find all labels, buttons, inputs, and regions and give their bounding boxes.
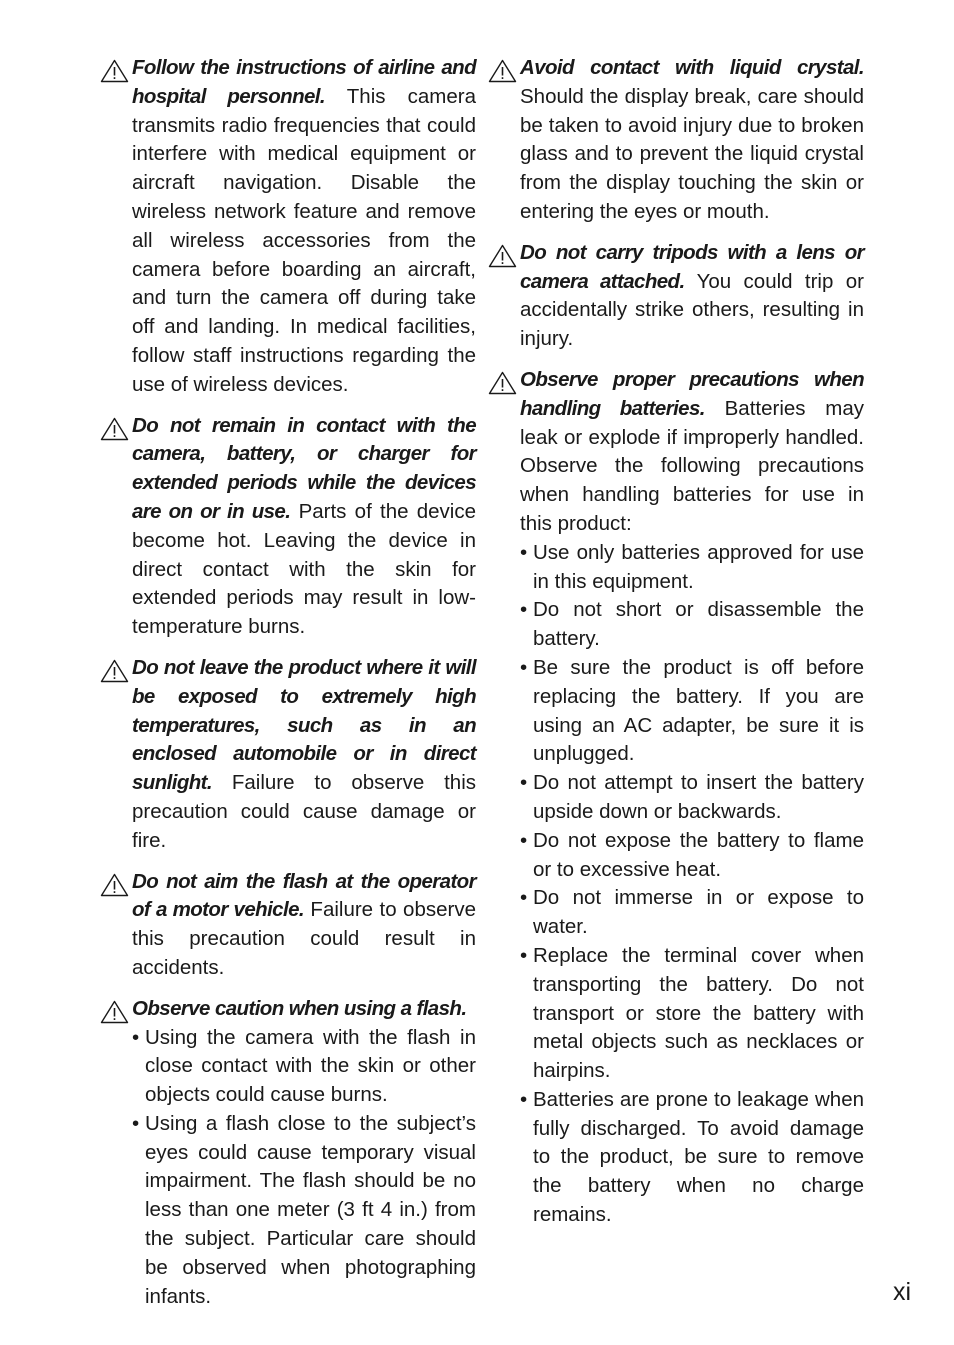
bullet-dot: • <box>520 598 528 622</box>
warning-lead: Observe caution when using a flash. <box>132 996 467 1020</box>
bullet-dot: • <box>132 1025 140 1049</box>
warning-triangle-icon <box>488 371 517 395</box>
list-item-text: Do not short or disassemble the battery. <box>533 598 864 651</box>
warning-lead: Observe proper precautions when handling batteries. <box>520 367 864 420</box>
warning-lead: Do not leave the product where it will be exposed to extremely high temperatures, such as in an enclosed automobile or in direct sunlight. <box>132 655 476 795</box>
warning-lead: Avoid contact with liquid crystal. <box>520 56 864 79</box>
list-item <box>520 654 864 769</box>
bullet-dot: • <box>520 886 528 910</box>
bullet-dot: • <box>520 943 528 967</box>
bullet-list <box>520 539 864 1230</box>
list-item-text: Using the camera with the flash in close contact with the skin or other objects could cause burns. <box>145 1025 476 1107</box>
bullet-dot: • <box>132 1111 140 1135</box>
warning-triangle-icon <box>488 244 517 268</box>
warning-triangle-icon <box>100 59 129 83</box>
warning-text: Failure to observe this precaution could result in accidents. <box>132 898 476 979</box>
list-item-text: Do not immerse in or expose to water. <box>533 886 864 939</box>
right-column <box>488 54 864 1242</box>
warning-flash-caution <box>100 995 476 1312</box>
bullet-dot: • <box>520 655 528 679</box>
warning-contact-hot-device <box>100 412 476 642</box>
bullet-dot: • <box>520 828 528 852</box>
list-item <box>520 539 864 597</box>
page-number: xi <box>893 1278 912 1306</box>
left-column <box>100 54 476 1323</box>
list-item-text: Using a flash close to the subject’s eyes could cause temporary visual impairment. The flash should be no less than one meter (3 ft 4 in.) from the subject. Particular care should be observed when photographing infants. <box>145 1111 476 1308</box>
warning-text: Parts of the device become hot. Leaving the device in direct contact with the skin for extended periods may result in low-temperature burns. <box>132 499 476 639</box>
list-item-text: Batteries are prone to leakage when fully discharged. To avoid damage to the product, be sure to remove the battery when no charge remains. <box>533 1087 864 1227</box>
warning-high-temperatures <box>100 654 476 856</box>
list-item-text: Do not attempt to insert the battery upside down or backwards. <box>533 771 864 823</box>
list-item-text: Do not expose the battery to flame or to excessive heat. <box>533 828 864 881</box>
warning-lead: Follow the instructions of airline and hospital personnel. <box>132 56 476 108</box>
warning-airline-hospital <box>100 54 476 400</box>
warning-batteries <box>488 366 864 1230</box>
warning-lead: Do not aim the flash at the operator of a motor vehicle. <box>132 869 476 922</box>
warning-lead: Do not remain in contact with the camera, battery, or charger for extended periods while the devices are on or in use. <box>132 413 476 523</box>
bullet-dot: • <box>520 1087 528 1111</box>
warning-text: Batteries may leak or explode if improperly handled. Observe the following precautions when handling batteries for use in this product: <box>520 396 864 535</box>
warning-triangle-icon <box>100 873 129 897</box>
warning-triangle-icon <box>100 659 129 683</box>
warning-text: Failure to observe this precaution could cause damage or fire. <box>132 771 476 852</box>
list-item <box>520 1086 864 1230</box>
list-item <box>132 1024 476 1110</box>
warning-triangle-icon <box>100 417 129 441</box>
list-item <box>520 827 864 885</box>
bullet-list <box>132 1024 476 1312</box>
list-item <box>520 769 864 827</box>
warning-text: You could trip or accidentally strike others, resulting in injury. <box>520 269 864 351</box>
list-item <box>520 884 864 942</box>
list-item-text: Be sure the product is off before replacing the battery. If you are using an AC adapter, be sure it is unplugged. <box>533 655 864 766</box>
list-item-text: Replace the terminal cover when transporting the battery. Do not transport or store the battery with metal objects such as necklaces or hairpins. <box>533 943 864 1083</box>
bullet-dot: • <box>520 771 528 795</box>
warning-flash-vehicle <box>100 868 476 983</box>
warning-liquid-crystal <box>488 54 864 227</box>
list-item <box>520 942 864 1086</box>
list-item <box>520 596 864 654</box>
warning-text: This camera transmits radio frequencies that could interfere with medical equipment or aircraft navigation. Disable the wireless network feature and remove all wireless accessories from the camera before boarding an aircraft, and turn the camera off during take off and landing. In medical facilities, follow staff instructions regarding the use of wireless devices. <box>132 84 477 396</box>
warning-lead: Do not carry tripods with a lens or camera attached. <box>520 240 864 293</box>
list-item-text: Use only batteries approved for use in this equipment. <box>533 540 864 593</box>
bullet-dot: • <box>520 540 528 564</box>
warning-triangle-icon <box>100 1000 129 1024</box>
warning-tripods <box>488 239 864 354</box>
warning-text: Should the display break, care should be taken to avoid injury due to broken glass and to prevent the liquid crystal from the display touching the skin or entering the eyes or mouth. <box>520 84 864 223</box>
list-item <box>132 1110 476 1312</box>
warning-triangle-icon <box>488 59 517 83</box>
